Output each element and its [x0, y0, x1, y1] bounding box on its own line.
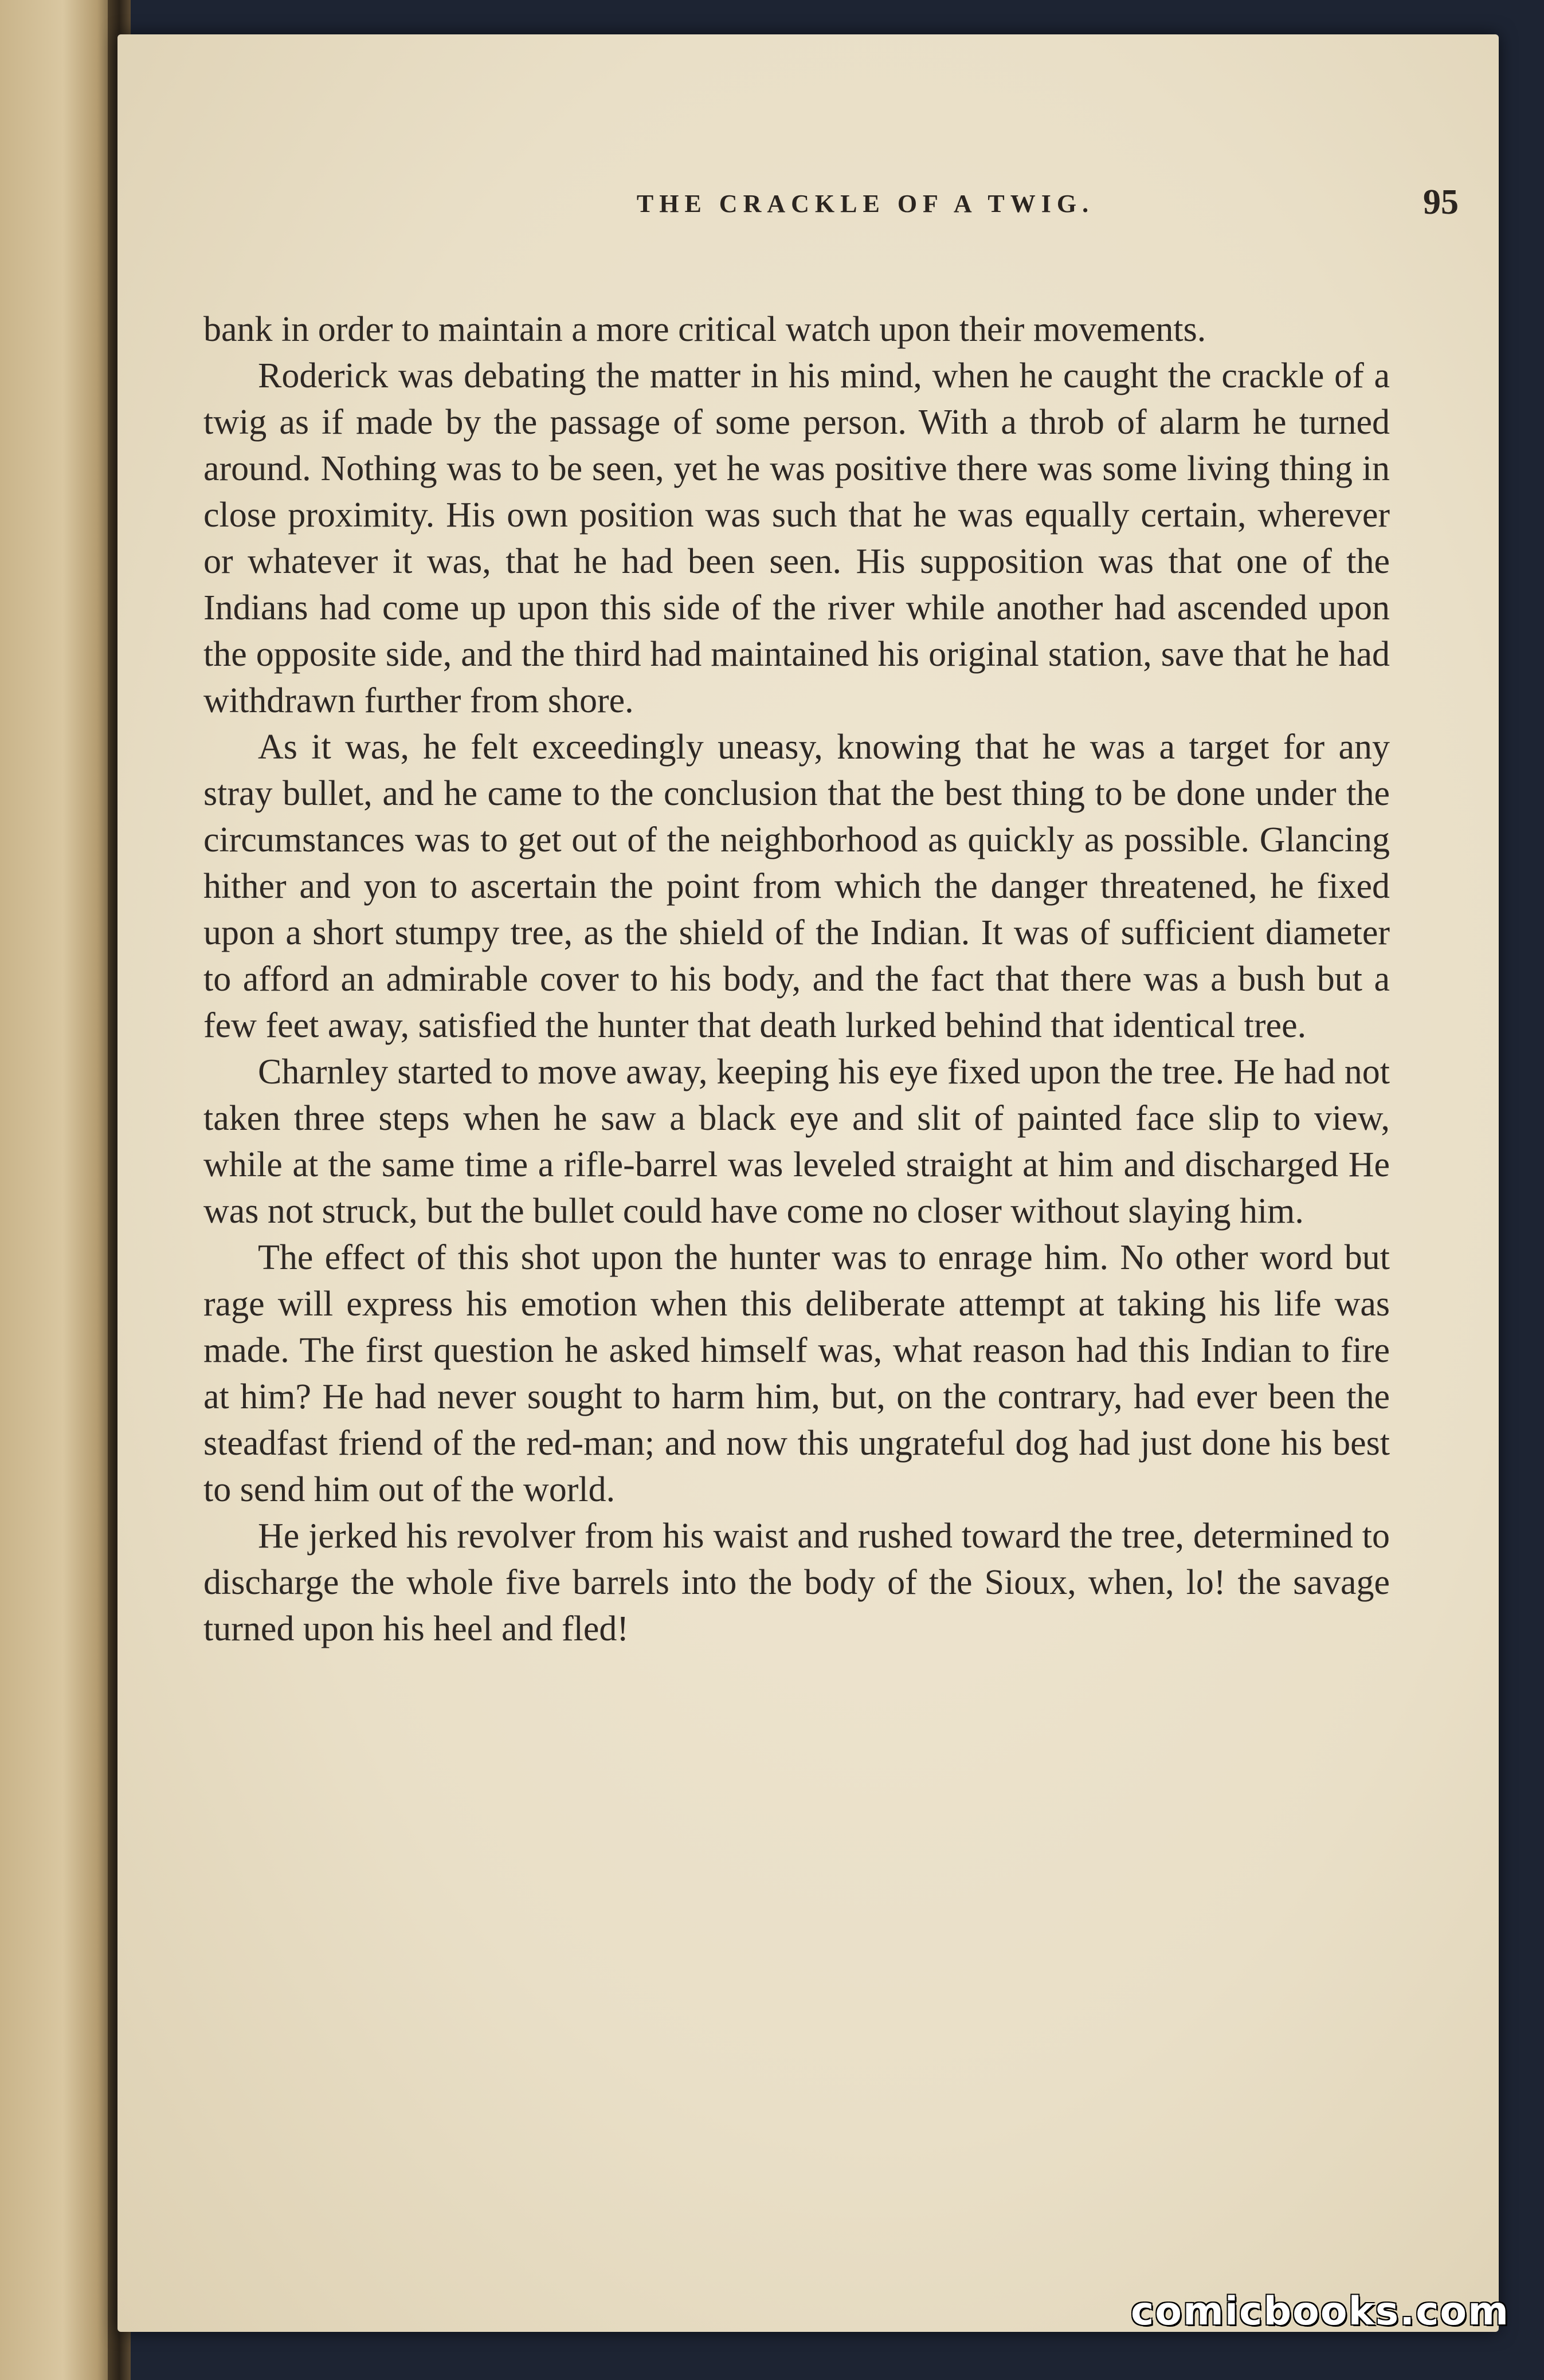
running-title: THE CRACKLE OF A TWIG. [636, 190, 1095, 218]
body-text [203, 307, 1390, 1652]
watermark: comicbooks.com [1130, 2289, 1510, 2334]
page-number: 95 [1423, 183, 1459, 222]
facing-page-edge [0, 0, 115, 2380]
running-head [272, 183, 1459, 241]
paragraph-3: As it was, he felt exceedingly uneasy, knowing that he was a target for any stray bullet, and he came to the conclusion that the best thing to be done under the circumstances was to get out of the neighborhood as quickly as possible. Glancing hither and yon to ascertain the point from which the danger threatened, he fixed upon a short stumpy tree, as the shield of the Indian. It was of sufficient diameter to afford an admirable cover to his body, and the fact that there was a bush but a few feet away, satisfied the hunter that death lurked behind that identical tree. [203, 728, 1390, 1045]
paragraph-4: Charnley started to move away, keeping his eye fixed upon the tree. He had not taken three steps when he saw a black eye and slit of painted face slip to view, while at the same time a rifle-barrel was leveled straight at him and discharged He was not struck, but the bullet could have come no closer without slaying him. [203, 1052, 1390, 1231]
paragraph-5: The effect of this shot upon the hunter was to enrage him. No other word but rage will express his emotion when this deliberate attempt at taking his life was made. The first question he asked himself was, what reason had this Indian to fire at him? He had never sought to harm him, but, on the contrary, had ever been the steadfast friend of the red-man; and now this ungrateful dog had just done his best to send him out of the world. [203, 1238, 1390, 1509]
paragraph-6: He jerked his revolver from his waist and rushed toward the tree, determined to discharge the whole five barrels into the body of the Sioux, when, lo! the savage turned upon his heel and fled! [203, 1517, 1390, 1648]
paragraph-2: Roderick was debating the matter in his mind, when he caught the crackle of a twig as if made by the passage of some person. With a throb of alarm he turned around. Nothing was to be seen, yet he was positive there was some living thing in close proximity. His own position was such that he was equally certain, wherever or whatever it was, that he had been seen. His supposition was that one of the Indians had come up upon this side of the river while another had ascended upon the opposite side, and the third had maintained his original station, save that he had withdrawn further from shore. [203, 356, 1390, 720]
book-page [117, 34, 1499, 2332]
paragraph-1: bank in order to maintain a more critical watch upon their movements. [203, 310, 1206, 349]
